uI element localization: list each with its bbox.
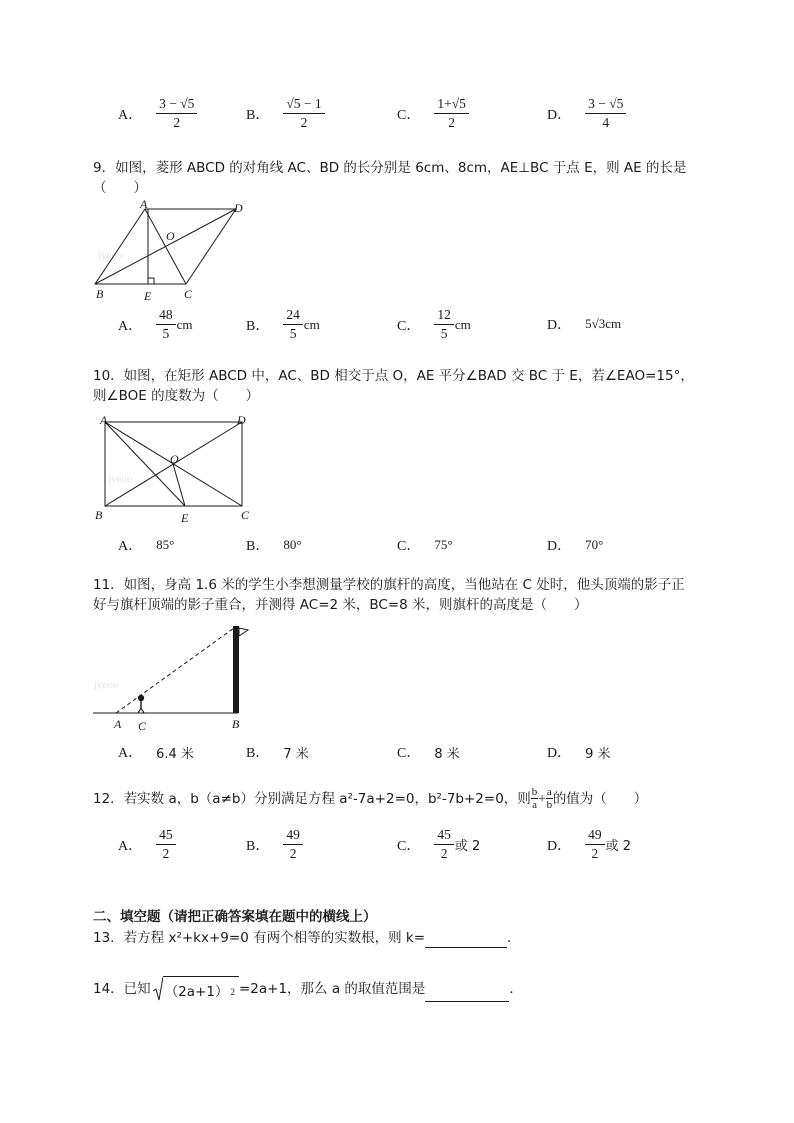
student-leg-right	[141, 708, 144, 713]
q11-option-a[interactable]	[118, 742, 194, 762]
q10-rectangle-figure	[88, 412, 258, 528]
q12-stem	[93, 786, 647, 811]
q11-option-b[interactable]	[246, 742, 309, 762]
fraction: $\frac{24}{5}$	[283, 307, 303, 342]
q11-flagpole-figure	[88, 618, 268, 734]
radicand-expression: （2a+1）	[164, 984, 229, 1000]
label-a: A	[100, 413, 108, 427]
q14-end: ．	[509, 981, 523, 997]
label-c: C	[241, 508, 250, 522]
q12-option-d[interactable]	[547, 827, 631, 862]
option-label: D．	[547, 746, 572, 761]
option-label: B．	[246, 838, 270, 854]
q14-prefix: 14．已知	[93, 981, 151, 997]
q12-option-a[interactable]	[118, 827, 177, 862]
label-e: E	[144, 289, 152, 303]
q11-stem-line1: 11．如图，身高 1.6 米的学生小李想测量学校的旗杆的高度，当他站在 C 处时，他头顶端的影子正	[93, 577, 685, 593]
answer-blank[interactable]	[425, 985, 509, 1002]
option-label: D．	[547, 539, 572, 554]
q11-option-c[interactable]	[397, 742, 460, 762]
shadow-ray	[116, 628, 234, 713]
option-tail: 或 2	[454, 839, 481, 854]
q11-stem-line2: 好与旗杆顶端的影子重合，并测得 AC=2 米，BC=8 米，则旗杆的高度是（ ）	[93, 597, 588, 613]
label-b: B	[96, 287, 104, 301]
fraction: $\frac{3 - √5}{4}$	[585, 96, 626, 131]
label-d: D	[237, 413, 246, 427]
q10-option-a[interactable]	[118, 535, 174, 555]
q10-stem-line1: 10．如图，在矩形 ABCD 中，AC、BD 相交于点 O，AE 平分∠BAD 交 BC 于 E，若∠EAO=15°，	[93, 368, 694, 384]
label-c: C	[184, 287, 193, 301]
q9-option-b[interactable]	[246, 307, 320, 342]
q10-option-d[interactable]	[547, 535, 603, 555]
option-text: 5√3cm	[585, 316, 622, 331]
fraction-b-over-a: $\frac{b}{a}$	[531, 786, 538, 811]
label-b: B	[232, 717, 240, 731]
radicand	[163, 976, 239, 1002]
option-tail: 或 2	[605, 839, 632, 854]
option-text: 80°	[283, 537, 302, 552]
option-text: 7 米	[283, 746, 309, 762]
flag	[239, 628, 248, 636]
option-text: 9 米	[585, 746, 611, 762]
q12-suffix: 的值为（ ）	[552, 790, 648, 807]
option-label: C．	[397, 318, 421, 334]
q8-option-b[interactable]	[246, 96, 326, 131]
plus-sign: +	[538, 790, 546, 806]
fraction: $\frac{45}{2}$	[156, 827, 176, 862]
option-label: A．	[118, 107, 143, 123]
option-label: A．	[118, 539, 143, 554]
q10-option-b[interactable]	[246, 535, 302, 555]
section-heading: 二、填空题（请把正确答案填在题中的横线上）	[93, 909, 377, 925]
option-label: C．	[397, 746, 421, 761]
exponent: 2	[230, 987, 235, 997]
label-b: B	[95, 508, 103, 522]
q8-option-d[interactable]	[547, 96, 627, 131]
option-label: C．	[397, 539, 421, 554]
option-label: A．	[118, 746, 143, 761]
fraction: $\frac{45}{2}$	[434, 827, 454, 862]
watermark: jyeoo	[108, 473, 133, 485]
q13-text: 13．若方程 x²+kx+9=0 有两个相等的实数根，则 k=	[93, 930, 426, 946]
option-text: 70°	[585, 537, 604, 552]
fraction: $\frac{48}{5}$	[156, 307, 176, 342]
option-text: 8 米	[434, 746, 460, 762]
q9-stem-line2: （ ）	[93, 180, 147, 196]
fraction: $\frac{49}{2}$	[283, 827, 303, 862]
option-label: D．	[547, 107, 572, 123]
option-label: D．	[547, 318, 572, 333]
q14-stem	[93, 976, 523, 1002]
unit: cm	[303, 316, 320, 332]
label-a: A	[114, 717, 122, 731]
student-head	[138, 695, 144, 701]
unit: cm	[454, 316, 471, 332]
option-text: 6.4 米	[156, 746, 194, 762]
q9-option-a[interactable]	[118, 307, 193, 342]
q9-option-d[interactable]	[547, 314, 621, 334]
label-a: A	[140, 198, 148, 211]
q12-option-b[interactable]	[246, 827, 304, 862]
option-label: A．	[118, 318, 143, 334]
option-label: A．	[118, 838, 143, 854]
label-d: D	[234, 201, 243, 215]
q13-stem	[93, 928, 521, 948]
q8-option-a[interactable]	[118, 96, 198, 131]
q13-end: ．	[507, 930, 521, 946]
fraction: $\frac{1+√5}{2}$	[434, 96, 469, 131]
fraction-a-over-b: $\frac{a}{b}$	[546, 786, 553, 811]
option-label: B．	[246, 318, 270, 334]
diagonal-bd	[95, 209, 236, 284]
answer-blank[interactable]	[425, 931, 507, 948]
q14-rest: =2a+1，那么 a 的取值范围是	[238, 981, 426, 997]
fraction: $\frac{3 - √5}{2}$	[156, 96, 197, 131]
q10-stem-line2: 则∠BOE 的度数为（ ）	[93, 388, 260, 404]
watermark: jyeoo	[98, 249, 123, 261]
q10-option-c[interactable]	[397, 535, 453, 555]
option-text: 85°	[156, 537, 175, 552]
unit: cm	[176, 316, 193, 332]
q9-option-c[interactable]	[397, 307, 471, 342]
q9-rhombus-figure	[88, 198, 258, 304]
option-label: D．	[547, 838, 572, 854]
q8-option-c[interactable]	[397, 96, 470, 131]
student-leg-left	[138, 708, 141, 713]
right-angle-mark	[148, 278, 154, 284]
option-text: 75°	[434, 537, 453, 552]
fraction: $\frac{√5 - 1}{2}$	[283, 96, 324, 131]
fraction: $\frac{12}{5}$	[434, 307, 454, 342]
watermark: jyeoo	[94, 679, 119, 691]
q12-option-c[interactable]	[397, 827, 480, 862]
flagpole	[233, 626, 239, 713]
label-o: O	[170, 452, 179, 466]
option-label: C．	[397, 838, 421, 854]
option-label: C．	[397, 107, 421, 123]
q12-prefix: 12．若实数 a，b（a≠b）分别满足方程 a²-7a+2=0，b²-7b+2=0，则	[93, 790, 531, 807]
label-o: O	[166, 229, 175, 243]
option-label: B．	[246, 539, 270, 554]
q11-option-d[interactable]	[547, 742, 611, 762]
label-c: C	[138, 719, 147, 733]
option-label: B．	[246, 746, 270, 761]
fraction: $\frac{49}{2}$	[585, 827, 605, 862]
label-e: E	[181, 511, 189, 525]
radical-sign-icon	[153, 976, 163, 1002]
q9-stem-line1: 9．如图，菱形 ABCD 的对角线 AC、BD 的长分别是 6cm、8cm，AE⊥BC 于点 E，则 AE 的长是	[93, 160, 687, 176]
option-label: B．	[246, 107, 270, 123]
